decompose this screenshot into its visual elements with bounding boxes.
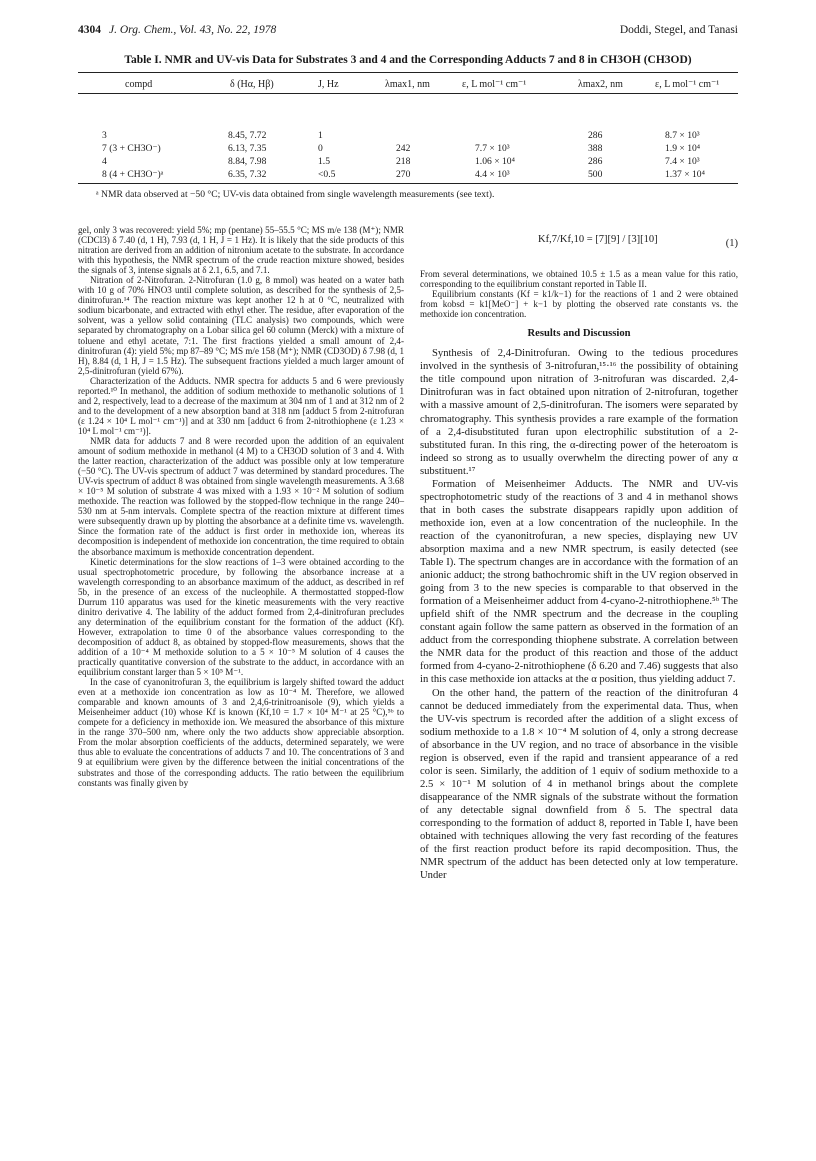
table-cell: 1.9 × 10⁴	[665, 143, 701, 154]
table-cell: 500	[588, 169, 603, 180]
table-cell: 8 (4 + CH3O⁻)ᵃ	[102, 169, 164, 180]
table-cell: 7.7 × 10³	[475, 143, 510, 154]
table-cell: 286	[588, 156, 603, 167]
table-header-lambda2: λmax2, nm	[578, 79, 623, 90]
table-row	[78, 156, 738, 167]
paragraph: Equilibrium constants (Kf = k1/k−1) for the reactions of 1 and 2 were obtained from kobsd = k1[MeO⁻] + k−1 by plotting the observed rate constants vs. the methoxide ion concentration.	[420, 289, 738, 320]
paragraph: On the other hand, the pattern of the reaction of the dinitrofuran 4 cannot be deduced immediately from the experimental data. Thus, when the UV-vis spectrum is recorded after the addition of a slight excess of sodium methoxide to a 1.8 × 10⁻⁴ M solution of 4, only a strong decrease of absorbance in the UV region, and no trace of absorbance in the visible region is observed, even if the rapid and transient appearance of a red color is seen. Similarly, the addition of 1 equiv of sodium methoxide to a 2.5 × 10⁻¹ M solution of 4 in methanol brings about the complete disappearance of the NMR signals of the substrate without the formation of any detectable signal downfield from δ 5. The spectral data corresponding to the formation of adduct 8, reported in Table I, have been obtained with techniques allowing the very fast recording of the features of the first reaction product before its rapid decomposition. Thus, the NMR spectrum of the adduct has been detected only at low temperature. Under	[420, 687, 738, 882]
table-row	[78, 143, 738, 154]
table-cell: 218	[396, 156, 411, 167]
table-cell: 1.06 × 10⁴	[475, 156, 515, 167]
paragraph: gel, only 3 was recovered: yield 5%; mp (pentane) 55–55.5 °C; MS m/e 138 (M⁺); NMR (CDCl3) δ 7.40 (d, 1 H), 7.93 (d, 1 H, J = 1 Hz). It is likely that the side products of this nitration are derived from an addition of nitronium acetate to the substrate. In accordance with this hypothesis, the NMR spectrum of the crude reaction mixture showed, besides the signals of 3, intense signals at δ 2.1, 6.5, and 7.1.	[78, 225, 404, 276]
table-header-delta: δ (Hα, Hβ)	[230, 79, 274, 90]
table-cell: <0.5	[318, 169, 336, 180]
table-top-rule	[78, 72, 738, 73]
paragraph: Formation of Meisenheimer Adducts. The NMR and UV-vis spectrophotometric study of the reactions of 3 and 4 in methanol shows that in both cases the substrate disappears rapidly upon addition of methoxide ion, even at a low concentration of the nucleophile. In the reaction of the cyanonitrofuran, a new species, displaying new UV absorption maxima and a new NMR spectrum, is easily detected (see Table I). The spectrum changes are in accordance with the formation of an anionic adduct; the strong bathochromic shift in the UV region observed in going from 3 to the new species is comparable to that observed in the formation of a Meisenheimer adduct from 4-cyano-2-nitrothiophene.⁵ᵇ The upfield shift of the NMR spectrum and the decrease in the coupling constant again follow the same pattern as observed in the formation of an adduct from the corresponding thiophene substrate. A correlation between the NMR data for the product of this reaction and those of the adduct formed from 4-cyano-2-nitrothiophene (δ 6.20 and 7.46) suggests that also in this case methoxide ion attacks at the α position, thus yielding adduct 7.	[420, 478, 738, 686]
paragraph: Synthesis of 2,4-Dinitrofuran. Owing to the tedious procedures involved in the synthesis of 3-nitrofuran,¹⁵·¹⁶ the possibility of obtaining the title compound upon nitration of 3-nitrofuran was discarded. 2,4-Dinitrofuran was in fact obtained upon nitration of 2-nitrofuran, together with a massive amount of 2,5-dinitrofuran. The isomers were separated by chromatography. This synthesis provides a rare example of the formation of a 2,4-disubstituted furan upon electrophilic substitution of a 2-substituted furan. In this ring, the α-directing power of the heteroatom is indeed so strong as to usually overwhelm the directing power of any α substituent.¹⁷	[420, 348, 738, 477]
table-cell: 8.84, 7.98	[228, 156, 267, 167]
table-footnote: ᵃ NMR data observed at −50 °C; UV-vis data obtained from single wavelength measurements (see text).	[96, 189, 495, 200]
table-header-compd: compd	[125, 79, 153, 90]
table-bottom-rule	[78, 183, 738, 184]
table-cell: 6.13, 7.35	[228, 143, 267, 154]
paragraph: Characterization of the Adducts. NMR spectra for adducts 5 and 6 were previously reported.¹⁰ In methanol, the addition of sodium methoxide to methanolic solutions of 1 and 2, respectively, lead to a decrease of the maximum at 304 nm of 1 and at 312 nm of 2 and to the development of a new absorption band at 318 nm [adduct 5 from 2-nitrofuran (ε 1.24 × 10⁴ L mol⁻¹ cm⁻¹)] and at 330 nm [adduct 6 from 2-nitrothiophene (ε 1.23 × 10⁴ L mol⁻¹ cm⁻¹)].	[78, 375, 404, 436]
header-authors: Doddi, Stegel, and Tanasi	[619, 24, 738, 36]
running-header	[78, 24, 738, 40]
table-header-eps2: ε, L mol⁻¹ cm⁻¹	[655, 79, 720, 90]
paragraph: From several determinations, we obtained 10.5 ± 1.5 as a mean value for this ratio, corresponding to the equilibrium constant reported in Table II.	[420, 269, 738, 290]
equation-expression: Kf,7/Kf,10 = [7][9] / [3][10]	[538, 234, 658, 245]
table-cell: 7 (3 + CH3O⁻)	[102, 143, 161, 154]
table-cell: 1	[318, 130, 323, 141]
table-cell: 6.35, 7.32	[228, 169, 267, 180]
table-cell: 3	[102, 130, 107, 141]
paragraph: Kinetic determinations for the slow reactions of 1–3 were obtained according to the usual spectrophotometric procedure, by following the absorbance increase at a wavelength corresponding to an absorbance maximum of the adduct, as described in ref 5b, in the presence of an excess of the nucleophile. A thermostatted stopped-flow Durrum 110 apparatus was used for the kinetic measurements with the very reactive dinitro derivative 4. The lability of the adduct formed from 2,4-dinitrofuran precludes any determination of the equilibrium constant for the formation of the adduct (Kf). However, extrapolation to time 0 of the absorbance values corresponding to the decomposition of adduct 8, as obtained by stopped-flow measurements, shows that the addition of a 10⁻⁴ M methoxide solution to a 5 × 10⁻⁵ M solution of 4 causes the practically quantitative conversion of the substrate to the adduct, in accordance with an equilibrium constant larger than 5 × 10⁵ M⁻¹.	[78, 556, 404, 678]
table-cell: 242	[396, 143, 411, 154]
table-row	[78, 130, 738, 141]
section-title: Results and Discussion	[527, 328, 631, 340]
table-cell: 4	[102, 156, 107, 167]
table-cell: 270	[396, 169, 411, 180]
equation-number: (1)	[725, 238, 738, 249]
table-header-rule	[78, 93, 738, 94]
table-row	[78, 169, 738, 180]
table-cell: 1.37 × 10⁴	[665, 169, 705, 180]
table-cell: 286	[588, 130, 603, 141]
left-column	[78, 225, 404, 788]
table-cell: 0	[318, 143, 323, 154]
paragraph: NMR data for adducts 7 and 8 were recorded upon the addition of an equivalent amount of sodium methoxide in methanol (4 M) to a CH3OD solution of 3 and 4. With the latter reaction, characterization of the adduct was possible only at low temperature (−50 °C). The UV-vis spectrum of adduct 7 was determined by standard procedures. The UV-vis spectrum of adduct 8 was obtained from single wavelength measurements. A 3.68 × 10⁻⁵ M solution of substrate 4 was mixed with a 1.93 × 10⁻² M solution of sodium methoxide. The reaction was followed by the stopped-flow technique in the range 240–530 nm at 5-nm intervals. Complete spectra of the reaction mixture at different times were subsequently drawn up by plotting the absorbance at a definite time vs. wavelength. Since the formation rate of the adduct is first order in methoxide ion, whereas its decomposition is independent of methoxide ion concentration, the time required to obtain the absorbance maximum is methoxide concentration dependent.	[78, 435, 404, 557]
table-caption: Table I. NMR and UV-vis Data for Substrates 3 and 4 and the Corresponding Adducts 7 and 8 in CH3OH (CH3OD)	[124, 54, 692, 66]
equation-1	[420, 225, 738, 269]
table-cell: 8.45, 7.72	[228, 130, 267, 141]
table-header-lambda1: λmax1, nm	[385, 79, 430, 90]
paragraph: In the case of cyanonitrofuran 3, the equilibrium is largely shifted toward the adduct even at a methoxide ion concentration as low as 10⁻⁴ M. Therefore, we allowed comparable and known amounts of 3 and 2,4,6-trinitroanisole (9), which yields a Meisenheimer adduct (10) whose Kf is known (Kf,10 = 1.7 × 10⁴ M⁻¹ at 25 °C),⁵ᵇ to compete for a deficiency in methoxide ion. We measured the absorbance of this mixture in the range 370–500 nm, where only the two adducts show appreciable absorption. From the molar absorption coefficients of the adducts, determined separately, we were thus able to evaluate the concentrations of adducts 7 and 10. The concentrations of 3 and 9 at equilibrium were given by the difference between the initial concentrations of the substrates and those of the corresponding adducts. The ratio between the equilibrium constants was finally given by	[78, 677, 404, 788]
table-cell: 8.7 × 10³	[665, 130, 700, 141]
table-cell: 1.5	[318, 156, 330, 167]
table-cell: 4.4 × 10³	[475, 169, 510, 180]
page-number: 4304	[78, 24, 101, 36]
paragraph: Nitration of 2-Nitrofuran. 2-Nitrofuran (1.0 g, 8 mmol) was heated on a water bath with 10 g of 70% HNO3 until complete solution, as described for the synthesis of 2,5-dinitrofuran.¹⁴ The reaction mixture was kept another 12 h at 0 °C, neutralized with sodium bicarbonate, and extracted with ethyl ether. The residue, after evaporation of the solvent, was a yellow solid containing (TLC analysis) two compounds, which were separated by chromatography on a Lobar silica gel 60 column (Merck) with a mixture of toluene and ethyl acetate, 7:1. The first fractions yielded a small amount of 2,4-dinitrofuran (4): yield 5%; mp 87–89 °C; MS m/e 158 (M⁺); NMR (CD3OD) δ 7.98 (d, 1 H), 8.84 (d, 1 H, J = 1.5 Hz). The subsequent fractions yielded a much larger amount of 2,5-dinitrofuran (yield 67%).	[78, 275, 404, 376]
table-header-eps1: ε, L mol⁻¹ cm⁻¹	[462, 79, 527, 90]
journal-citation: J. Org. Chem., Vol. 43, No. 22, 1978	[109, 24, 277, 36]
table-header-j: J, Hz	[318, 79, 339, 90]
table-cell: 388	[588, 143, 603, 154]
table-cell: 7.4 × 10³	[665, 156, 700, 167]
right-column	[420, 225, 738, 882]
header-left	[78, 24, 276, 36]
